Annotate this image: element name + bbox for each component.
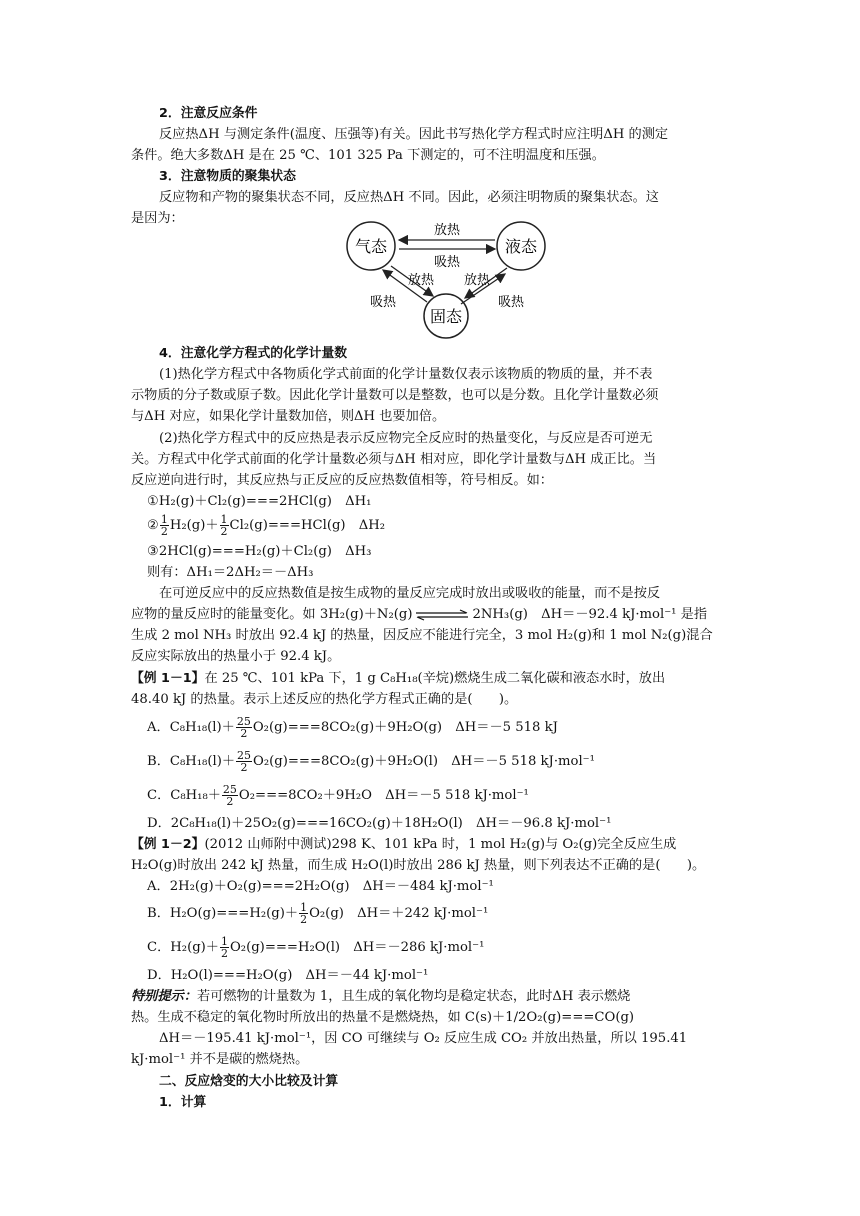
reversible-arrow-icon [414, 609, 470, 621]
state-change-diagram [341, 220, 561, 340]
paragraph-line: 关。方程式中化学式前面的化学计量数必须与ΔH 相对应，即化学计量数与ΔH 成正比。当 [131, 452, 657, 467]
equation: ①H₂(g)＋Cl₂(g)===2HCl(g) ΔH₁ [147, 494, 372, 509]
subsection-heading: 1．计算 [159, 1095, 207, 1110]
equation: 则有：ΔH₁＝2ΔH₂＝－ΔH₃ [147, 565, 314, 580]
example-question: 【例 1－1】在 25 ℃、101 kPa 下，1 g C₈H₁₈(辛烷)燃烧生成二氧化碳和液态水时，放出 [131, 671, 666, 686]
left-absorb-label: 吸热 [369, 295, 397, 310]
fraction: $\frac{25}{2}$ [236, 715, 251, 740]
option-c: C．C₈H₁₈＋ $\frac{25}{2}$ O₂===8CO₂＋9H₂O ΔH＝－5 518 kJ·mol⁻¹ [147, 783, 529, 808]
example-question: 【例 1－2】(2012 山师附中测试)298 K、101 kPa 时，1 mol H₂(g)与 O₂(g)完全反应生成 [131, 837, 677, 852]
paragraph-line: 与ΔH 对应，如果化学计量数加倍，则ΔH 也要加倍。 [131, 409, 446, 424]
section-heading: 4．注意化学方程式的化学计量数 [159, 346, 348, 361]
paragraph-line: 热。生成不稳定的氧化物时所放出的热量不是燃烧热，如 C(s)＋1/2O₂(g)===CO(g) [131, 1010, 635, 1025]
paragraph-line: 是因为： [131, 211, 184, 226]
option-a: A．2H₂(g)＋O₂(g)===2H₂O(g) ΔH＝－484 kJ·mol⁻¹ [147, 879, 494, 894]
solid-label: 固态 [429, 307, 463, 326]
left-release-label: 放热 [407, 273, 435, 288]
top-release-label: 放热 [433, 223, 461, 238]
fraction: $\frac{1}{2}$ [160, 513, 168, 538]
paragraph-line: 生成 2 mol NH₃ 时放出 92.4 kJ 的热量，因反应不能进行完全，3 mol H₂(g)和 1 mol N₂(g)混合 [131, 628, 713, 643]
top-absorb-label: 吸热 [433, 255, 461, 270]
right-absorb-label: 吸热 [497, 295, 525, 310]
section-heading: 2．注意反应条件 [159, 106, 258, 121]
fraction: $\frac{25}{2}$ [237, 749, 252, 774]
option-b: B．C₈H₁₈(l)＋ $\frac{25}{2}$ O₂(g)===8CO₂(g)＋9H₂O(l) ΔH＝－5 518 kJ·mol⁻¹ [147, 749, 595, 774]
paragraph-line: (2)热化学方程式中的反应热是表示反应物完全反应时的热量变化，与反应是否可逆无 [159, 431, 653, 446]
option-d: D．2C₈H₁₈(l)＋25O₂(g)===16CO₂(g)＋18H₂O(l) ΔH＝－96.8 kJ·mol⁻¹ [147, 816, 612, 831]
paragraph-line: 反应逆向进行时，其反应热与正反应的反应热数值相等，符号相反。如： [131, 473, 553, 488]
equation: ② $\frac{1}{2}$ H₂(g)＋ $\frac{1}{2}$ Cl₂(g)===HCl(g) ΔH₂ [147, 513, 386, 538]
paragraph-line: 示物质的分子数或原子数。因此化学计量数可以是整数，也可以是分数。且化学计量数必须 [131, 388, 659, 403]
liquid-label: 液态 [504, 237, 538, 256]
paragraph-line: H₂O(g)时放出 242 kJ 热量，而生成 H₂O(l)时放出 286 kJ 热量，则下列表达不正确的是( )。 [131, 858, 706, 873]
paragraph-line: kJ·mol⁻¹ 并不是碳的燃烧热。 [131, 1052, 309, 1067]
paragraph-line: 条件。绝大多数ΔH 是在 25 ℃、101 325 Pa 下测定的，可不注明温度和压强。 [131, 148, 605, 163]
paragraph-line: 48.40 kJ 的热量。表示上述反应的热化学方程式正确的是( )。 [131, 692, 518, 707]
paragraph-line: 反应实际放出的热量小于 92.4 kJ。 [131, 649, 341, 664]
option-c: C．H₂(g)＋ $\frac{1}{2}$ O₂(g)===H₂O(l) ΔH＝－286 kJ·mol⁻¹ [147, 935, 485, 960]
gas-label: 气态 [354, 237, 388, 256]
section-heading: 3．注意物质的聚集状态 [159, 169, 296, 184]
option-b: B．H₂O(g)===H₂(g)＋ $\frac{1}{2}$ O₂(g) ΔH＝＋242 kJ·mol⁻¹ [147, 901, 489, 926]
option-d: D．H₂O(l)===H₂O(g) ΔH＝－44 kJ·mol⁻¹ [147, 968, 429, 983]
fraction: $\frac{1}{2}$ [220, 935, 228, 960]
paragraph-line: (1)热化学方程式中各物质化学式前面的化学计量数仅表示该物质的物质的量，并不表 [159, 367, 653, 382]
section-heading: 二、反应焓变的大小比较及计算 [159, 1074, 339, 1089]
paragraph-line: 反应物和产物的聚集状态不同，反应热ΔH 不同。因此，必须注明物质的聚集状态。这 [159, 190, 659, 205]
fraction: $\frac{25}{2}$ [222, 783, 237, 808]
tip-paragraph: 特别提示：若可燃物的计量数为 1，且生成的氧化物均是稳定状态，此时ΔH 表示燃烧 [131, 989, 631, 1004]
paragraph-line: 在可逆反应中的反应热数值是按生成物的量反应完成时放出或吸收的能量，而不是按反 [159, 586, 661, 601]
fraction: $\frac{1}{2}$ [300, 901, 308, 926]
option-a: A．C₈H₁₈(l)＋ $\frac{25}{2}$ O₂(g)===8CO₂(g)＋9H₂O(g) ΔH＝－5 518 kJ [147, 715, 558, 740]
right-release-label: 放热 [463, 273, 491, 288]
paragraph-line: 应物的量反应时的能量变化。如 3H₂(g)＋N₂(g) 2NH₃(g) ΔH＝－92.4 kJ·mol⁻¹ 是指 [131, 607, 708, 622]
paragraph-line: ΔH＝－195.41 kJ·mol⁻¹，因 CO 可继续与 O₂ 反应生成 CO₂ 并放出热量，所以 195.41 [159, 1031, 688, 1046]
fraction: $\frac{1}{2}$ [220, 513, 228, 538]
paragraph-line: 反应热ΔH 与测定条件(温度、压强等)有关。因此书写热化学方程式时应注明ΔH 的测定 [159, 127, 669, 142]
equation: ③2HCl(g)===H₂(g)＋Cl₂(g) ΔH₃ [147, 544, 372, 559]
